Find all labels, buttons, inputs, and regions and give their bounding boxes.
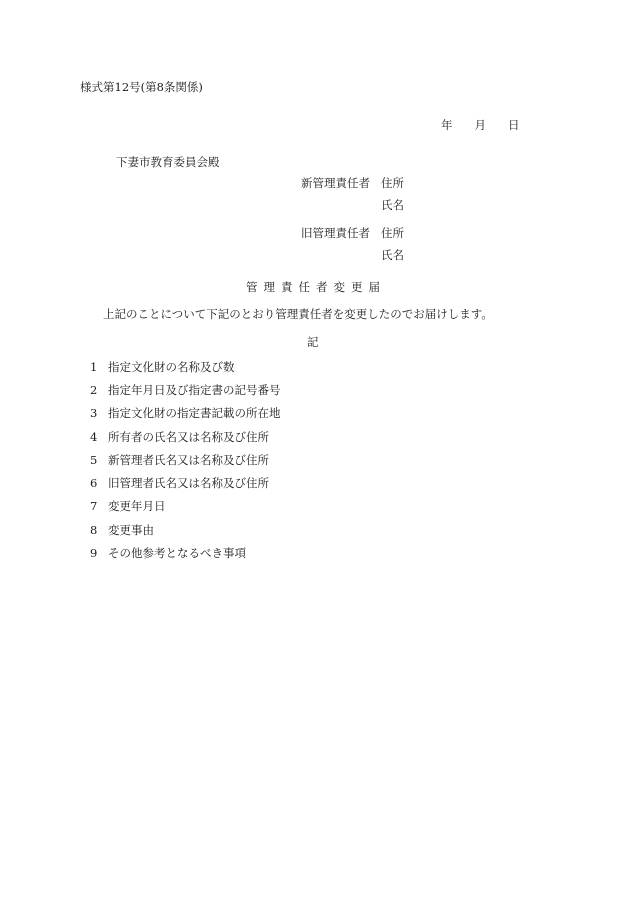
list-item-number: 1 bbox=[90, 360, 98, 374]
list-item-text: 指定文化財の指定書記載の所在地 bbox=[108, 406, 281, 420]
list-item-number: 5 bbox=[90, 453, 98, 467]
date-year-label: 年 bbox=[441, 118, 453, 132]
date-day-label: 日 bbox=[508, 118, 520, 132]
list-item bbox=[90, 478, 269, 490]
list-item bbox=[90, 525, 154, 537]
form-number: 様式第12号(第8条関係) bbox=[80, 80, 203, 94]
new-manager-address-label: 住所 bbox=[381, 176, 404, 190]
old-manager-address-label: 住所 bbox=[381, 226, 404, 240]
list-item bbox=[90, 548, 246, 560]
new-manager-role: 新管理責任者 bbox=[301, 176, 370, 190]
list-item-number: 6 bbox=[90, 476, 98, 490]
list-item-number: 7 bbox=[90, 499, 98, 513]
list-item-number: 3 bbox=[90, 406, 98, 420]
list-item bbox=[90, 432, 269, 444]
list-item-text: 新管理者氏名又は名称及び住所 bbox=[108, 453, 269, 467]
list-item bbox=[90, 385, 281, 397]
list-item-number: 8 bbox=[90, 523, 98, 537]
list-item-text: 所有者の氏名又は名称及び住所 bbox=[108, 430, 269, 444]
list-item-text: 旧管理者氏名又は名称及び住所 bbox=[108, 476, 269, 490]
old-manager-role: 旧管理責任者 bbox=[301, 226, 370, 240]
list-item-text: 変更事由 bbox=[108, 523, 154, 537]
old-manager-name-label: 氏名 bbox=[381, 248, 404, 262]
ki-heading: 記 bbox=[307, 335, 319, 349]
list-item bbox=[90, 501, 166, 513]
list-item-text: 指定文化財の名称及び数 bbox=[108, 360, 235, 374]
list-item bbox=[90, 408, 281, 420]
list-item-text: 指定年月日及び指定書の記号番号 bbox=[108, 383, 281, 397]
list-item-text: その他参考となるべき事項 bbox=[108, 546, 246, 560]
list-item-number: 9 bbox=[90, 546, 98, 560]
list-item-number: 2 bbox=[90, 383, 98, 397]
date-month-label: 月 bbox=[474, 118, 486, 132]
new-manager-name-label: 氏名 bbox=[381, 198, 404, 212]
list-item-text: 変更年月日 bbox=[108, 499, 166, 513]
addressee: 下妻市教育委員会殿 bbox=[116, 155, 220, 169]
list-item-number: 4 bbox=[90, 430, 98, 444]
list-item bbox=[90, 362, 235, 374]
date-line bbox=[441, 120, 520, 132]
intro-text: 上記のことについて下記のとおり管理責任者を変更したのでお届けします。 bbox=[103, 307, 493, 321]
list-item bbox=[90, 455, 269, 467]
document-title: 管理責任者変更届 bbox=[246, 280, 386, 294]
